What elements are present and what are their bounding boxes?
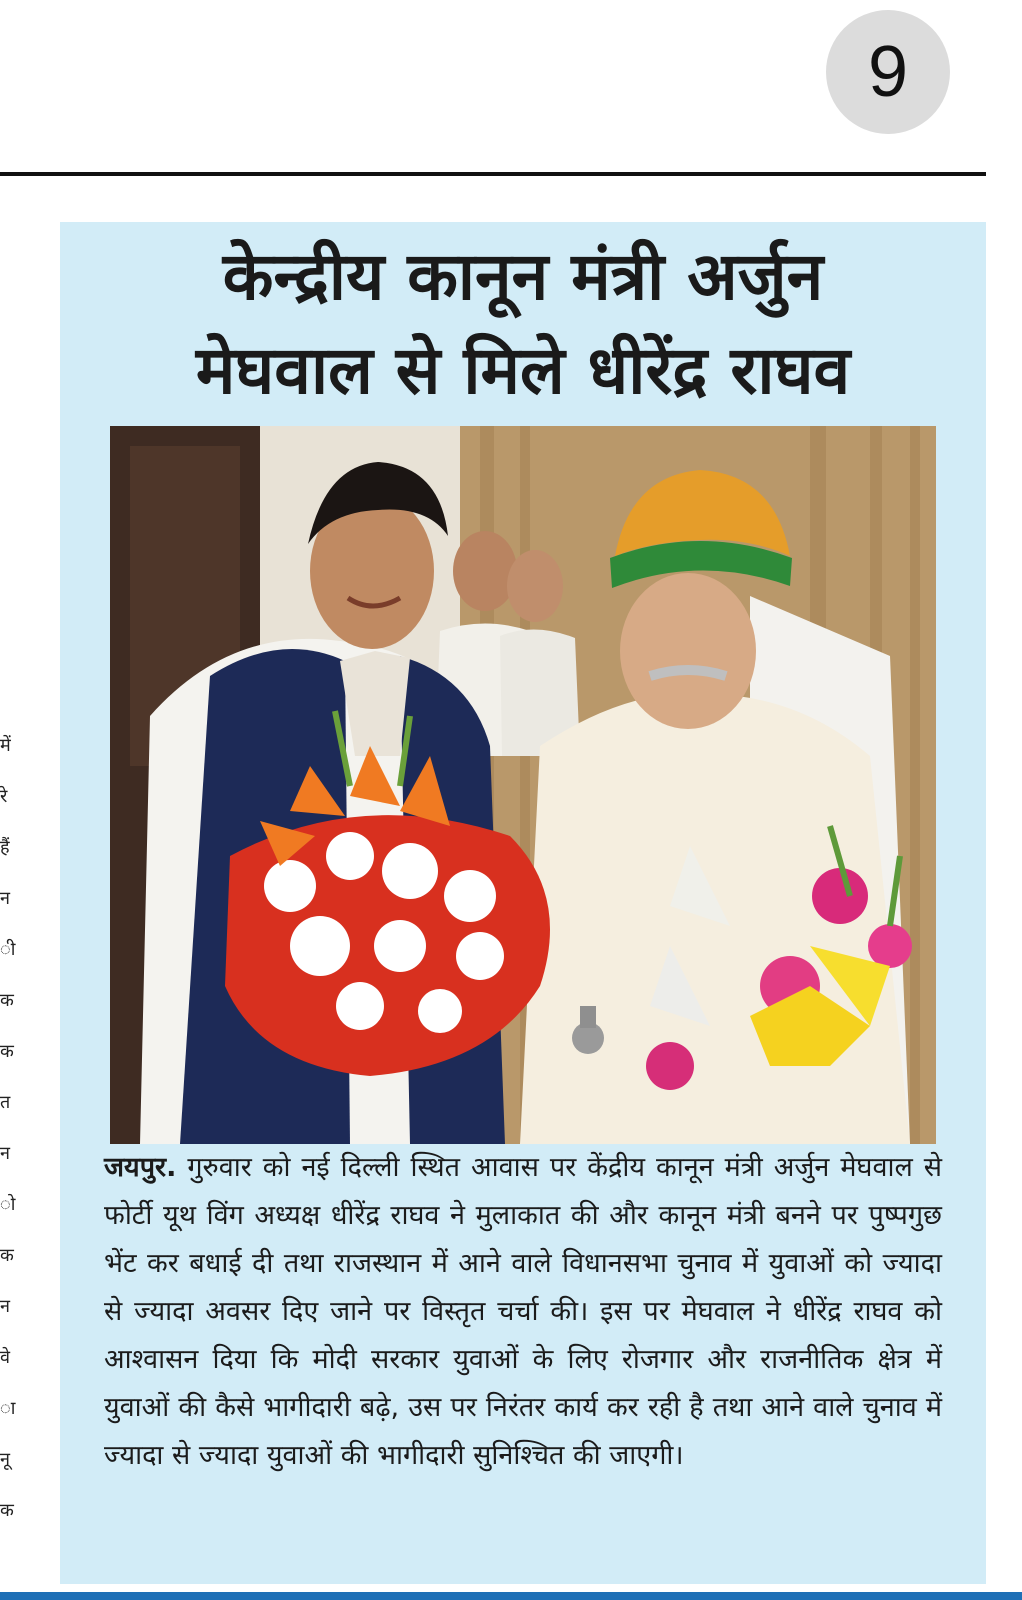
page-number: 9: [867, 32, 909, 112]
headline: [60, 230, 986, 418]
column-fragment: हैं: [0, 837, 10, 858]
column-fragment: क: [0, 1245, 14, 1266]
column-fragment: क: [0, 1500, 14, 1521]
dateline: जयपुर.: [104, 1152, 177, 1183]
headline-line-2: मेघवाल से मिले धीरेंद्र राघव: [195, 332, 851, 409]
column-fragment: न: [0, 1143, 10, 1164]
column-fragment: ी: [0, 939, 16, 960]
column-fragment: त: [0, 1092, 11, 1113]
column-fragment: नू: [0, 1449, 10, 1470]
page-number-badge: [826, 10, 950, 134]
column-fragment: रे: [0, 786, 8, 807]
article-text: गुरुवार को नई दिल्ली स्थित आवास पर केंद्रीय कानून मंत्री अर्जुन मेघवाल से फोर्टी यूथ विंग अध्यक्ष धीरेंद्र राघव ने मुलाकात की और कानून मंत्री बनने पर पुष्पगुछ भेंट कर बधाई दी तथा राजस्थान में आने वाले विधानसभा चुनाव में युवाओं को ज्यादा से ज्यादा अवसर दिए जाने पर विस्तृत चर्चा की। इस पर मेघवाल ने धीरेंद्र राघव को आश्वासन दिया कि मोदी सरकार युवाओं के लिए रोजगार और राजनीतिक क्षेत्र में युवाओं की कैसे भागीदारी बढ़े, उस पर निरंतर कार्य कर रही है तथा आने वाले चुनाव में ज्यादा से ज्यादा युवाओं की भागीदारी सुनिश्चित की जाएगी।: [104, 1152, 942, 1471]
top-divider: [0, 172, 986, 176]
column-fragment: न: [0, 1296, 10, 1317]
column-fragment: ा: [0, 1398, 16, 1419]
column-fragment: न: [0, 888, 10, 909]
column-fragment: क: [0, 1041, 14, 1062]
column-fragment: क: [0, 990, 14, 1011]
news-story-box: [60, 222, 986, 1584]
news-photo: [110, 426, 936, 1144]
article-body: [104, 1144, 942, 1480]
column-fragment: में: [0, 735, 11, 756]
photo-illustration: [110, 426, 936, 1144]
bottom-accent-bar: [0, 1592, 1022, 1600]
column-fragment: वे: [0, 1347, 11, 1368]
adjacent-column-fragment: [0, 720, 22, 1536]
headline-line-1: केन्द्रीय कानून मंत्री अर्जुन: [222, 238, 824, 315]
column-fragment: ो: [0, 1194, 16, 1215]
